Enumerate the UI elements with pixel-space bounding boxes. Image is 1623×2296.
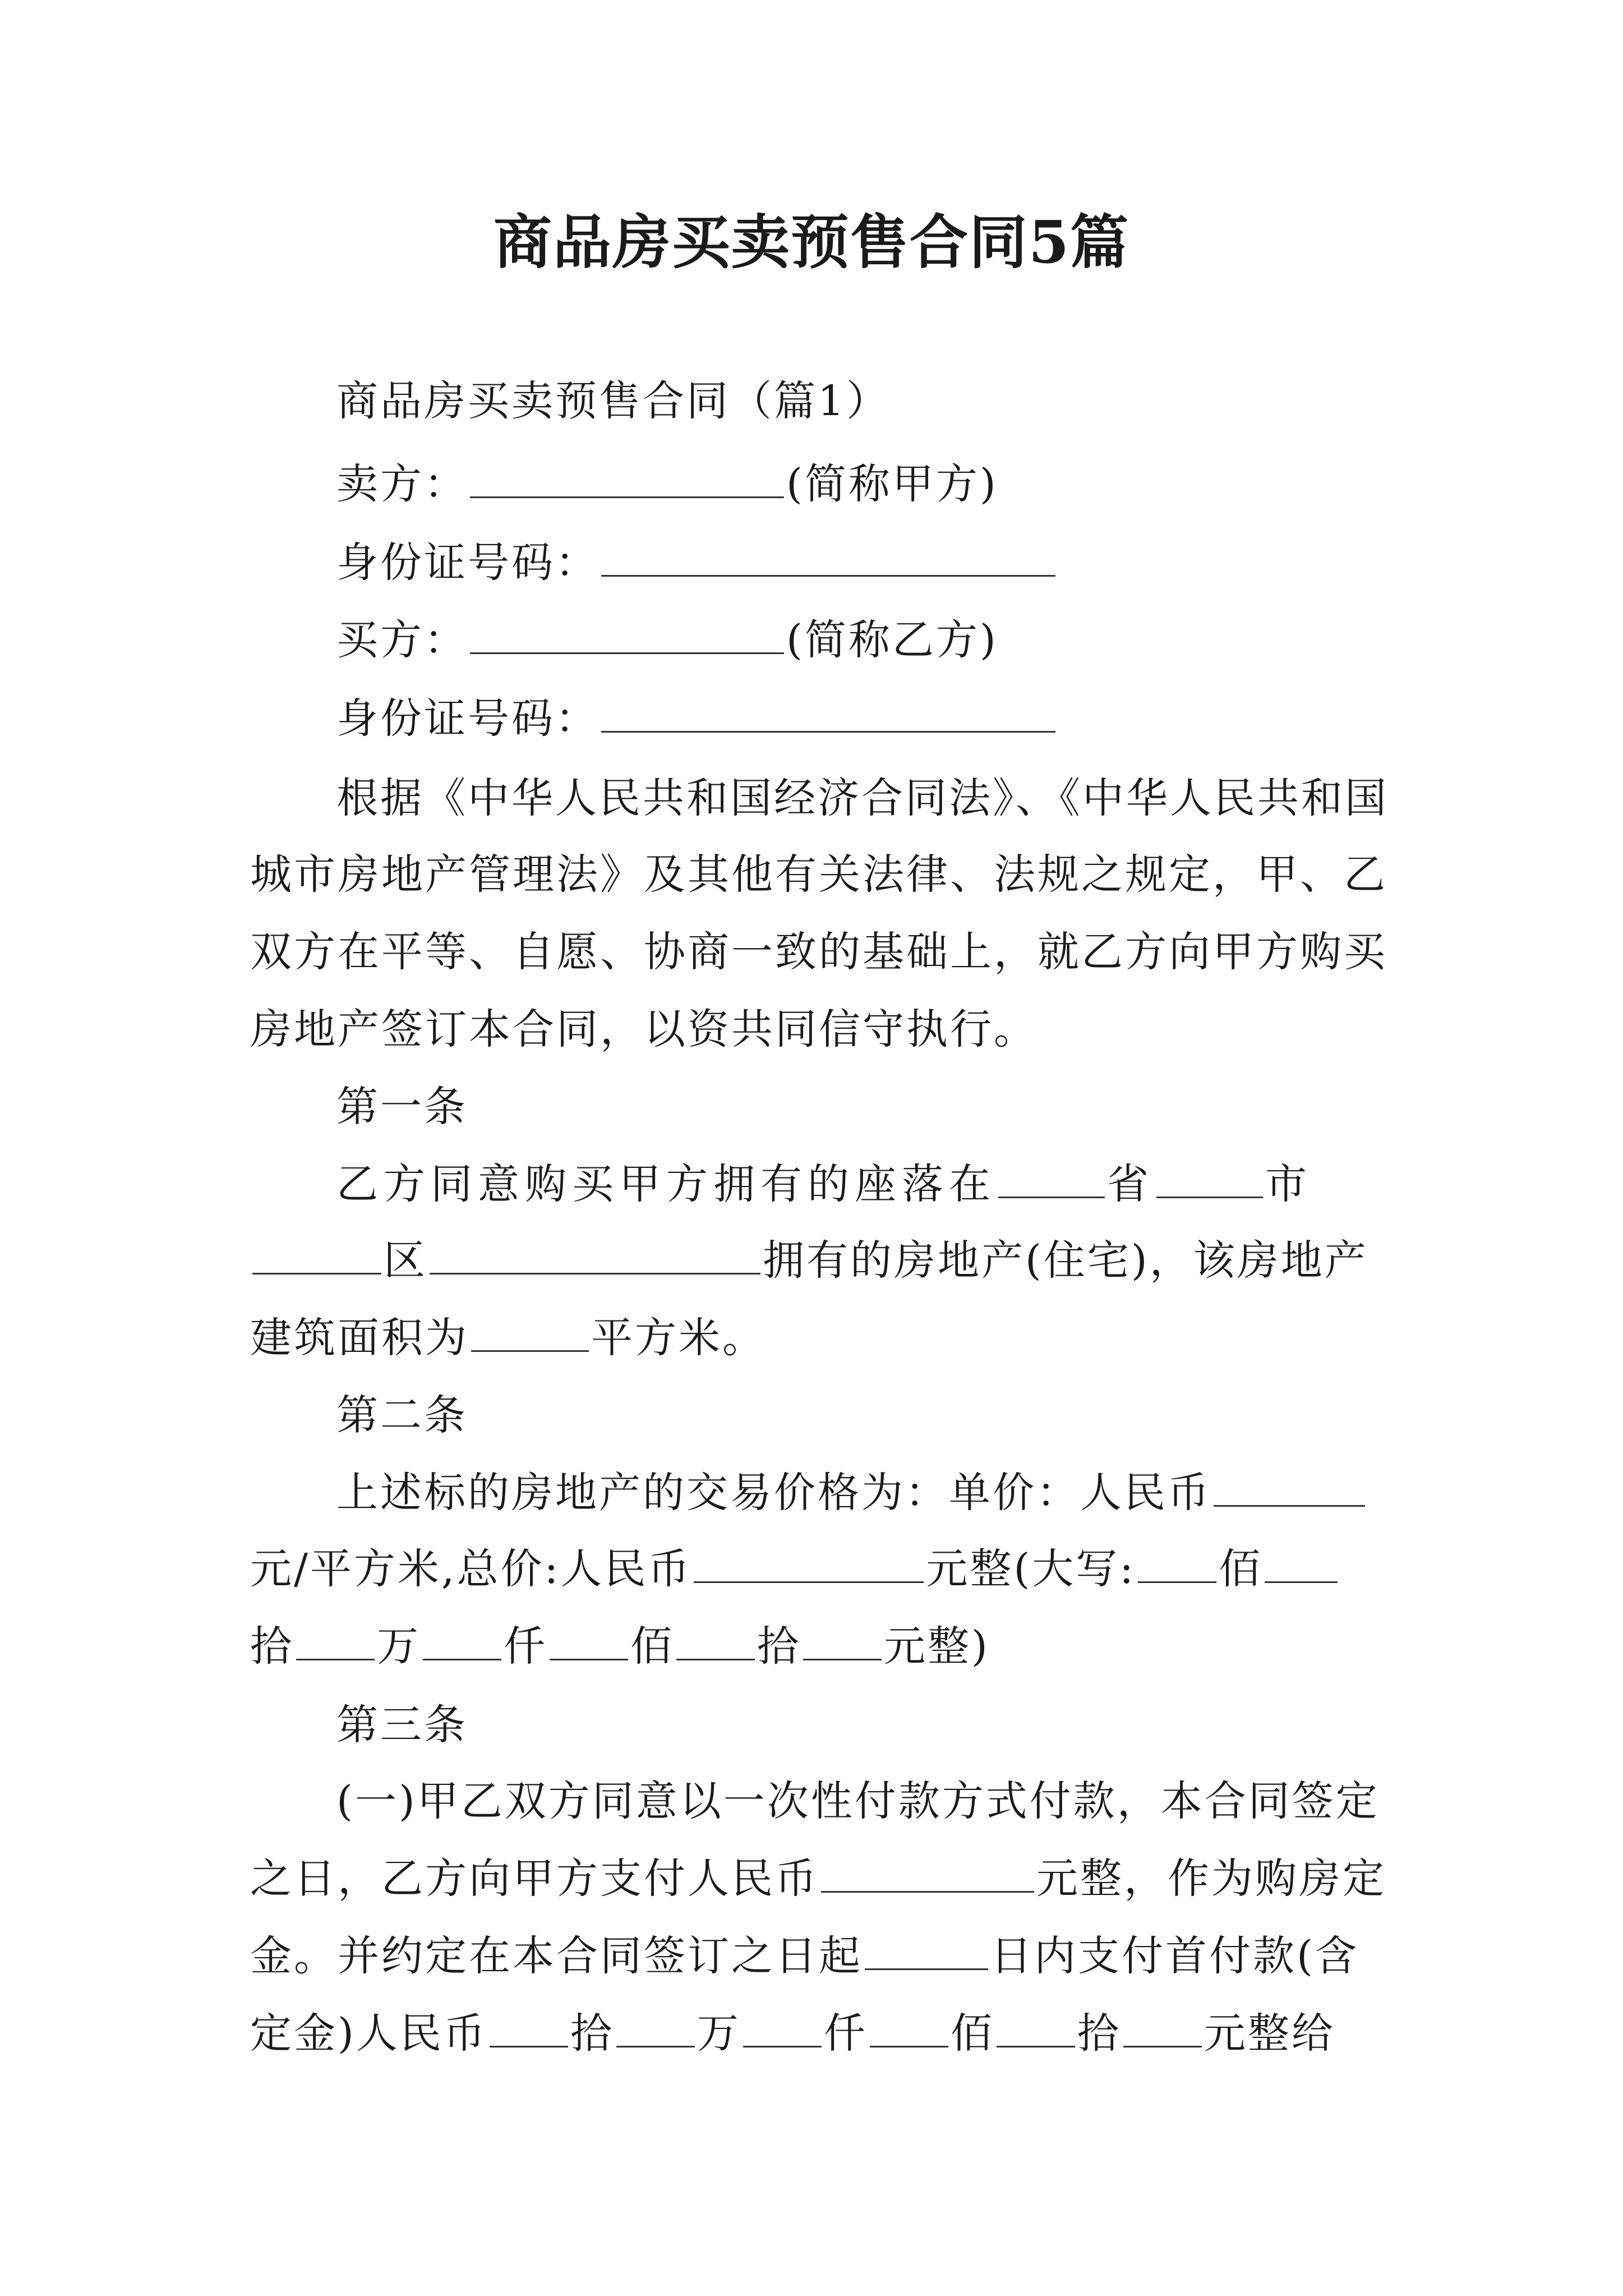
- amount-blank: [1123, 2004, 1202, 2047]
- seller-note: (简称甲方): [786, 460, 998, 508]
- amount-blank: [616, 2004, 695, 2047]
- amount-blank: [870, 2004, 948, 2047]
- article-2-line: 上述标的房地产的交易价格为：单价：人民币: [336, 1462, 1377, 1524]
- article-1-line: 区 拥有的房地产(住宅)，该房地产: [250, 1230, 1377, 1291]
- article-2-line: 元/平方米,总价:人民币 元整(大写: 佰: [250, 1538, 1377, 1600]
- document-title: 商品房买卖预售合同5篇: [493, 208, 1130, 277]
- intro-line: 根据《中华人民共和国经济合同法》、《中华人民共和国: [336, 774, 1389, 822]
- buyer-id-blank: [601, 689, 1055, 733]
- hundreds-blank: [1138, 1540, 1216, 1583]
- city-blank: [1156, 1155, 1263, 1198]
- amount-blank: [550, 1617, 628, 1660]
- amount-blank: [676, 1617, 755, 1660]
- seller-label: 卖方：: [336, 460, 468, 508]
- province-blank: [998, 1155, 1105, 1198]
- article-1-heading: 第一条: [336, 1083, 468, 1131]
- amount-blank: [803, 1617, 882, 1660]
- amount-blank: [490, 2004, 568, 2047]
- amount-blank: [743, 2004, 822, 2047]
- article-3-line: 之日，乙方向甲方支付人民币 元整，作为购房定: [250, 1848, 1377, 1910]
- intro-line: 双方在平等、自愿、协商一致的基础上，就乙方向甲方购买: [250, 928, 1387, 976]
- section-heading: 商品房买卖预售合同（篇1）: [336, 377, 891, 425]
- buyer-id-line: [336, 688, 1377, 749]
- article-1-line: 建筑面积为 平方米。: [250, 1307, 1377, 1369]
- unit-price-blank: [1214, 1464, 1365, 1507]
- seller-line: [336, 453, 1377, 515]
- seller-blank: [470, 455, 784, 498]
- district-prefix-blank: [252, 1231, 381, 1274]
- days-blank: [865, 1927, 988, 1970]
- intro-line: 城市房地产管理法》及其他有关法律、法规之规定，甲、乙: [250, 850, 1387, 899]
- seller-id-blank: [601, 533, 1055, 577]
- buyer-label: 买方：: [336, 616, 468, 664]
- article-2-line: 拾 万 仟 佰 拾 元整): [250, 1616, 1377, 1677]
- deposit-blank: [821, 1849, 1034, 1893]
- area-blank: [471, 1309, 589, 1352]
- article-2-heading: 第二条: [336, 1391, 468, 1439]
- district-blank: [430, 1231, 760, 1274]
- article-3-line: 定金)人民币 拾 万 仟 佰 拾 元整给: [250, 2003, 1377, 2064]
- amount-blank: [423, 1617, 501, 1660]
- intro-line: 房地产签订本合同，以资共同信守执行。: [250, 1005, 1038, 1053]
- buyer-blank: [470, 611, 784, 654]
- article-3-line: (一)甲乙双方同意以一次性付款方式付款，本合同签定: [336, 1777, 1380, 1825]
- article-3-line: 金。并约定在本合同签订之日起 日内支付首付款(含: [250, 1925, 1377, 1987]
- amount-blank: [296, 1617, 375, 1660]
- article-3-heading: 第三条: [336, 1701, 468, 1749]
- buyer-line: [336, 609, 1377, 671]
- buyer-id-label: 身份证号码：: [336, 694, 599, 743]
- seller-id-line: [336, 532, 1377, 593]
- article-1-line: 乙方同意购买甲方拥有的座落在 省 市: [336, 1153, 1377, 1215]
- buyer-note: (简称乙方): [786, 616, 998, 664]
- seller-id-label: 身份证号码：: [336, 539, 599, 587]
- tens-blank: [1265, 1540, 1338, 1583]
- amount-blank: [997, 2004, 1075, 2047]
- total-price-blank: [694, 1540, 924, 1583]
